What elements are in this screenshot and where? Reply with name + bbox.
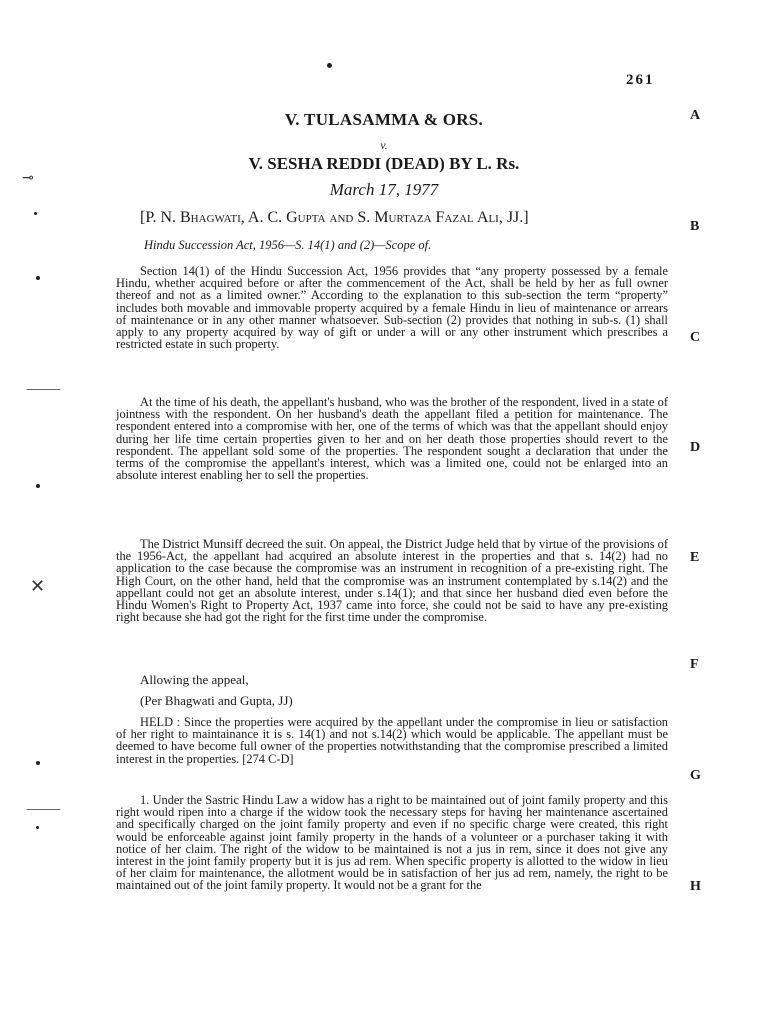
margin-letter-f: F: [690, 657, 699, 672]
judgment-date: March 17, 1977: [329, 180, 439, 199]
case-title-appellant: V. TULASAMMA & ORS.: [284, 110, 484, 129]
subject-heading: Hindu Succession Act, 1956—S. 14(1) and (2)—Scope of.: [144, 238, 432, 252]
held-paragraph: HELD : Since the properties were acquired by the appellant under the compromise in lieu or satisfaction of her right to maintainance it is s. 14(1) and not s.14(2) which would be applicable. The appellant must be deemed to have become full owner of the properties notwithstanding that the compromise prescribed a limited interest in the properties. [274 C-D]: [116, 715, 668, 766]
scan-mark: ⊸: [22, 171, 34, 186]
headnote-paragraph-2: At the time of his death, the appellant's husband, who was the brother of the respondent, lived in a state of jointness with the respondent. On her husband's death the appellant filed a petition for maintenance. The respondent entered into a compromise with her, one of the terms of which was that the appellant should enjoy during her life time certain properties given to her and on her death those properties should revert to the respondent. The appellant sold some of the properties. The respondent sought a declaration that under the terms of the compromise the appellant's interest, which was a limited one, could not be enlarged into an absolute interest enabling her to sell the properties.: [116, 395, 668, 483]
margin-letter-c: C: [690, 330, 701, 345]
top-dot: [327, 63, 332, 68]
margin-letter-g: G: [690, 768, 701, 783]
headnote-paragraph-1: Section 14(1) of the Hindu Succession Act, 1956 provides that “any property possessed by a female Hindu, whether acquired before or after the commencement of the Act, shall be held by her as full owner thereof and not as a limited owner.” According to the explanation to this sub-section the term “property” includes both movable and immovable property acquired by a female Hindu in lieu of maintenance or arrears of maintenance or in any other manner whatsoever. Sub-section (2) provides that nothing in sub-s. (1) shall apply to any property acquired by way of gift or under a will or any other instrument which prescribes a restricted estate in such property.: [116, 264, 668, 352]
case-title-respondent: V. SESHA REDDI (DEAD) BY L. Rs.: [248, 154, 520, 173]
versus-label: v.: [380, 138, 388, 152]
headnote-paragraph-3: The District Munsiff decreed the suit. On appeal, the District Judge held that by virtue of the provisions of the 1956-Act, the appellant had acquired an absolute interest in the properties and that s. 14(2) had no application to the case because the compromise was an instrument in recognition of a pre-existing right. The High Court, on the other hand, held that the compromise was an instrument contemplated by s.14(2) and the appellant could not get an absolute interest, under s.14(1); and that since her husband died even before the Hindu Women's Right to Property Act, 1937 came into force, she could not be said to have any pre-existing right because she had got the right for the first time under the compromise.: [116, 537, 668, 625]
margin-letter-d: D: [690, 440, 701, 455]
margin-letter-e: E: [690, 550, 700, 565]
per-judges-line: (Per Bhagwati and Gupta, JJ): [140, 693, 293, 708]
scan-dot: [36, 826, 39, 829]
margin-letter-b: B: [690, 219, 700, 234]
scan-dot: [34, 212, 37, 215]
scan-mark: ✕: [30, 576, 46, 596]
scan-mark: ⸻: [26, 382, 61, 397]
scan-dot: [36, 484, 40, 488]
scan-dot: [36, 276, 40, 280]
scan-dot: [36, 761, 40, 765]
page-number: 261: [626, 72, 655, 88]
allowing-line: Allowing the appeal,: [140, 672, 249, 687]
scan-mark: ⸻: [26, 802, 61, 817]
bench: [P. N. Bhagwati, A. C. Gupta and S. Murtaza Fazal Ali, JJ.]: [140, 209, 529, 226]
headnote-paragraph-4: 1. Under the Sastric Hindu Law a widow has a right to be maintained out of joint family property and this right would ripen into a charge if the widow took the necessary steps for having her maintenance ascertained and specifically charged on the joint family property and even if no specific charge were created, this right would be enforceable against joint family property in the hands of a volunteer or a purchaser taking it with notice of her claim. The right of the widow to be maintained is not a jus in rem, since it does not give any interest in the joint family property but it is jus ad rem. When specific property is allotted to the widow in lieu of her claim for maintenance, the allotment would be in satisfaction of her jus ad rem, namely, the right to be maintained out of the joint family property. It would not be a grant for the: [116, 793, 668, 893]
margin-letter-h: H: [690, 879, 701, 894]
margin-letter-a: A: [690, 108, 701, 123]
